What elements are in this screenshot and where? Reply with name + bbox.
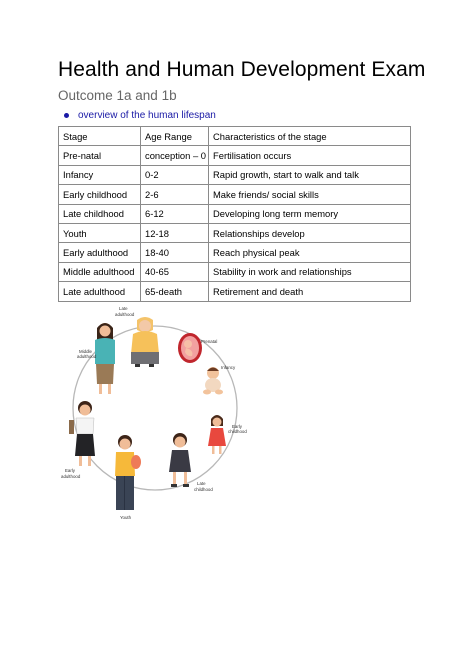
stage-cell: Early childhood [59, 185, 141, 204]
characteristics-cell: Make friends/ social skills [209, 185, 411, 204]
lifespan-cycle-diagram [55, 300, 255, 520]
youth-figure [115, 435, 141, 510]
label-middle-adulthood-2: adulthood [77, 354, 97, 359]
late-childhood-figure [169, 433, 191, 487]
label-early-childhood-1: Early [232, 424, 243, 429]
characteristics-cell: Fertilisation occurs [209, 146, 411, 165]
characteristics-cell: Relationships develop [209, 223, 411, 242]
late-adulthood-figure [131, 317, 159, 367]
age-range-cell: 40-65 [141, 262, 209, 281]
table-header-row [59, 127, 411, 146]
age-range-cell: 18-40 [141, 243, 209, 262]
label-late-childhood-2: childhood [194, 487, 213, 492]
age-range-cell: 12-18 [141, 223, 209, 242]
header-cell: Age Range [141, 127, 209, 146]
age-range-cell: 6-12 [141, 204, 209, 223]
bullet-dot-icon [64, 113, 69, 118]
infancy-figure [203, 367, 223, 395]
bullet-text: overview of the human lifespan [78, 110, 216, 121]
label-youth: Youth [120, 515, 132, 520]
characteristics-cell: Developing long term memory [209, 204, 411, 223]
label-late-adulthood-1: Late [119, 306, 128, 311]
stage-cell: Youth [59, 223, 141, 242]
middle-adulthood-figure [95, 323, 115, 394]
label-prenatal: Prenatal [201, 339, 218, 344]
header-cell: Characteristics of the stage [209, 127, 411, 146]
label-early-childhood-2: childhood [228, 429, 247, 434]
stage-cell: Late adulthood [59, 282, 141, 301]
header-cell: Stage [59, 127, 141, 146]
age-range-cell: 2-6 [141, 185, 209, 204]
table-row [59, 185, 411, 204]
table-row [59, 204, 411, 223]
characteristics-cell: Stability in work and relationships [209, 262, 411, 281]
prenatal-figure [178, 333, 202, 363]
stage-cell: Infancy [59, 165, 141, 184]
label-early-adulthood-2: adulthood [61, 474, 81, 479]
table-row [59, 165, 411, 184]
bullet-item [64, 110, 216, 121]
age-range-cell: 0-2 [141, 165, 209, 184]
label-infancy: Infancy [221, 365, 236, 370]
label-late-childhood-1: Late [197, 481, 206, 486]
age-range-cell: 65-death [141, 282, 209, 301]
stage-cell: Middle adulthood [59, 262, 141, 281]
label-late-adulthood-2: adulthood [115, 312, 135, 317]
stage-cell: Late childhood [59, 204, 141, 223]
table-row [59, 243, 411, 262]
document-title: Health and Human Development Exam [58, 58, 426, 81]
lifespan-table [58, 126, 411, 302]
label-middle-adulthood-1: Middle [79, 349, 92, 354]
stage-cell: Early adulthood [59, 243, 141, 262]
table-row [59, 262, 411, 281]
age-range-cell: conception – 0 [141, 146, 209, 165]
stage-cell: Pre-natal [59, 146, 141, 165]
label-early-adulthood-1: Early [65, 468, 76, 473]
outcome-subtitle: Outcome 1a and 1b [58, 88, 177, 103]
table-row [59, 223, 411, 242]
characteristics-cell: Rapid growth, start to walk and talk [209, 165, 411, 184]
characteristics-cell: Retirement and death [209, 282, 411, 301]
table-row [59, 282, 411, 301]
characteristics-cell: Reach physical peak [209, 243, 411, 262]
early-childhood-figure [208, 415, 226, 454]
table-row [59, 146, 411, 165]
